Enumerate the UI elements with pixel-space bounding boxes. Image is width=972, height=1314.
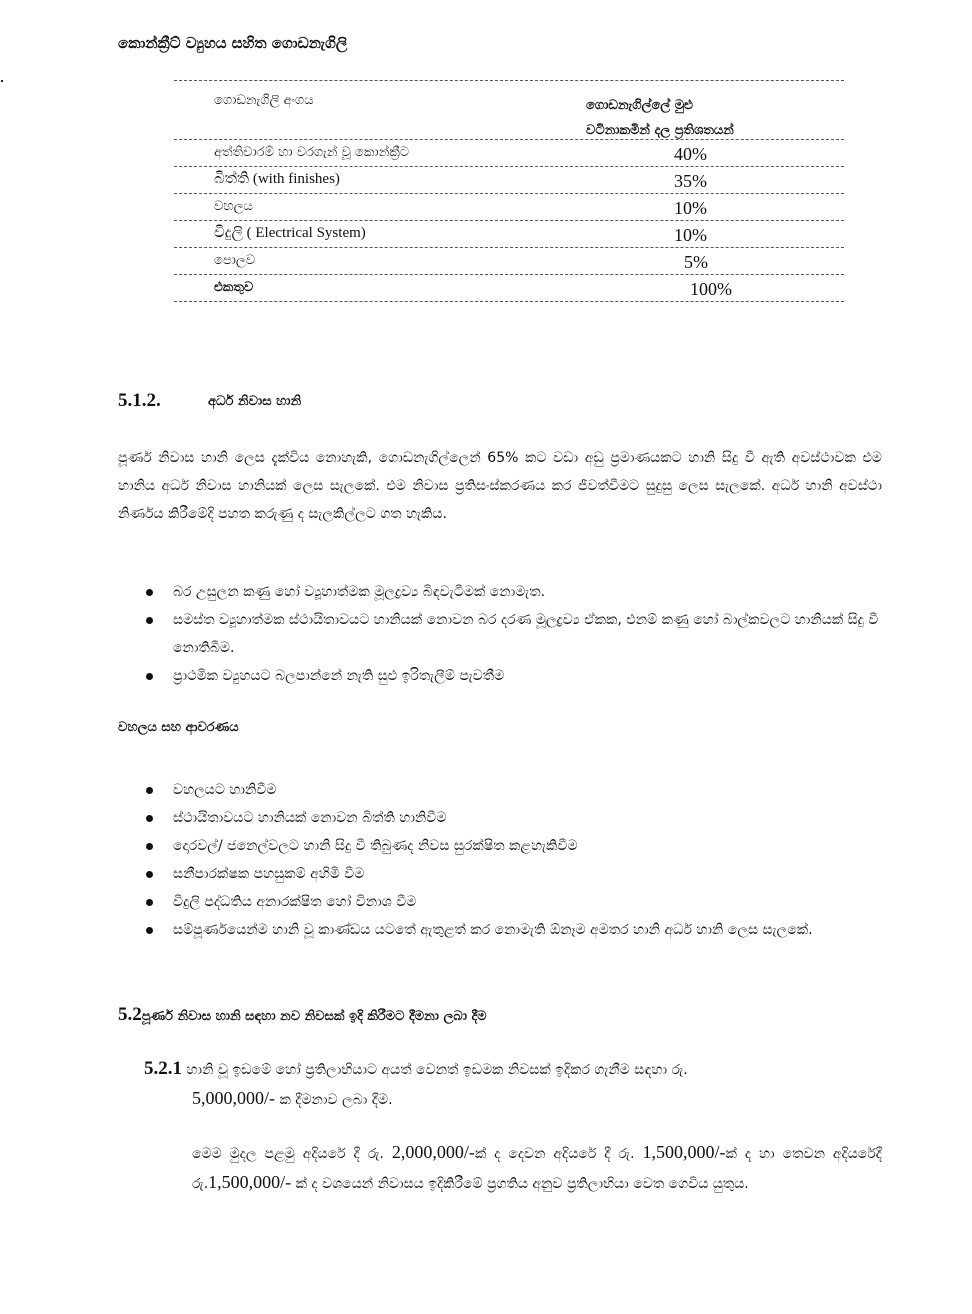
table-row [174, 167, 844, 193]
list-item-text: වහලයට හානිවීම [173, 782, 277, 798]
list-item [140, 662, 885, 690]
row-percent: 10% [674, 198, 707, 218]
list-item [140, 578, 885, 606]
sub-heading: වහලය සහ ආවරණය [118, 720, 239, 735]
bullet-icon [146, 787, 153, 794]
row-percent: 40% [674, 144, 707, 164]
payment-text: ක් ද හා තෙවන අදියරේදී රු. [192, 1146, 882, 1192]
payment-text: මෙම මුදල පළමු අදියරේ දී රු. [192, 1146, 384, 1162]
row-component: අත්තිවාරම් හා වරගැන් වූ කොන්ක්‍රීට [214, 145, 410, 160]
list-item-text: ප්‍රාථමික ව්‍යුහයට බලපාන්නේ නැති සුළු ඉරිතැලීම් පැවතීම [173, 668, 505, 684]
header-value-line1: ගොඩනැගිල්ලේ මුළු [586, 98, 693, 113]
list-item-text: සම්පූර්ණයෙන්ම හානි වූ කාණ්ඩය යටතේ ඇතුළත් කර නොමැති ඕනෑම අමතර හානි අර්ධ හානි ලෙස සැලකේ. [173, 922, 813, 938]
table-header [174, 81, 844, 139]
table-row [174, 194, 844, 220]
row-component: වහලය [214, 199, 253, 214]
section-title: අර්ධ නිවාස හානි [208, 394, 302, 409]
list-item [140, 860, 885, 888]
payment-amount: 2,000,000/- [391, 1142, 475, 1162]
bullet-icon [146, 843, 153, 850]
row-component: විදුලි ( Electrical System) [214, 225, 366, 241]
row-percent: 5% [684, 252, 708, 272]
list-item-text: සනීපාරක්ෂක පහසුකම් අහිමි වීම [173, 866, 365, 882]
bullet-icon [146, 617, 153, 624]
header-value [586, 93, 734, 143]
page-title: කොන්ක්‍රීට් ව්‍යුහය සහිත ගොඩනැගිලි [118, 34, 348, 52]
list-item [140, 804, 885, 832]
subsection-number: 5.2.1 [144, 1058, 182, 1079]
list-item [140, 606, 885, 662]
amount-text: ක දීමනාව ලබා දීම. [279, 1092, 393, 1108]
bullet-icon [146, 871, 153, 878]
payment-paragraph [192, 1138, 882, 1198]
header-value-line2: වටිනාකමින් දල ප්‍රතිශතයන් [586, 123, 734, 138]
damage-criteria-list [140, 578, 885, 690]
list-item-text: බර උසුලන කණු හෝ ව්‍යූහාත්මක මූලද්‍රව්‍ය බිඳවැටීමක් නොමැත. [173, 584, 546, 600]
grant-amount: 5,000,000/- [192, 1088, 275, 1108]
amount-line [144, 1084, 889, 1114]
list-item-text: ස්ථායිතාවයට හානියක් නොවන බිත්ති හානිවීම [173, 810, 447, 826]
section-heading [118, 1004, 487, 1026]
payment-text: ක් ද දෙවන අදියරේ දී රු. [474, 1146, 635, 1162]
bullet-icon [146, 899, 153, 906]
list-item-text: සමස්ත ව්‍යූහාත්මක ස්ථායිතාවයට හානියක් නොවන බර දරණ මූලද්‍රව්‍ය ඒකක, එනම් කණු හෝ බාල්කවලට හානියක් සිදු වී නොතිබීම. [173, 612, 879, 656]
row-component: බිත්ති (with finishes) [214, 171, 340, 187]
subsection-text: හානි වූ ඉඩමේ හෝ ප්‍රතිලාභියාට අයත් වෙනත් ඉඩමක නිවසක් ඉදිකර ගැනීම සඳහා රු. [186, 1062, 688, 1078]
cost-distribution-table [174, 80, 844, 302]
table-row [174, 248, 844, 274]
list-item-text: දොරවල්/ ජනෙල්වලට හානි සිදු වී තිබුණද නිවස සුරක්ෂිත කළහැකිවීම [173, 838, 578, 854]
list-item [140, 776, 885, 804]
list-item [140, 888, 885, 916]
section-paragraph: පූර්ණ නිවාස හානි ලෙස දැක්විය නොහැකි, ගොඩනැගිල්ලෙන් 65% කට වඩා අඩු ප්‍රමාණයකට හානි සිදු වී ඇති අවස්ථාවක එම හානිය අර්ධ නිවාස හානියක් ලෙස සැලකේ. එම නිවාස ප්‍රතිසංස්කරණය කර ජීවත්වීමට සුදුසු ලෙස සැලකේ. අර්ධ හානි අවස්ථා නිර්ණය කිරීමේදි පහත කරුණු ද සැලකිල්ලට ගත හැකිය. [118, 450, 882, 522]
roof-criteria-list [140, 776, 885, 944]
row-percent: 35% [674, 171, 707, 191]
bullet-icon [146, 815, 153, 822]
scan-speck [1, 80, 3, 82]
bullet-icon [146, 589, 153, 596]
total-percent: 100% [690, 279, 732, 299]
header-component: ගොඩනැගිලි අංගය [214, 93, 314, 108]
table-row [174, 221, 844, 247]
subsection [144, 1055, 889, 1114]
table-rule [174, 301, 844, 302]
list-item [140, 832, 885, 860]
section-title: පූර්ණ නිවාස හානි සඳහා නව නිවසක් ඉදි කිරීමට දීමනා ලබා දීම [141, 1009, 487, 1024]
table-row [174, 140, 844, 166]
bullet-icon [146, 927, 153, 934]
payment-text: ක් ද වශයෙන් නිවාසය ඉදිකිරීමේ ප්‍රගතිය අනුව ප්‍රතිලාභියා වෙත ගෙවිය යුතුය. [291, 1176, 749, 1192]
table-total-row [174, 275, 844, 301]
list-item [140, 916, 885, 944]
row-percent: 10% [674, 225, 707, 245]
row-component: පොලව [214, 253, 256, 268]
list-item-text: විදුලි පද්ධතිය අනාරක්ෂිත හෝ විනාශ වීම [173, 894, 417, 910]
section-number: 5.1.2. [118, 390, 161, 411]
payment-amount: 1,500,000/- [642, 1142, 726, 1162]
section-number: 5.2 [118, 1004, 142, 1025]
total-label: එකතුව [214, 280, 254, 295]
payment-amount: 1,500,000/- [208, 1172, 292, 1192]
bullet-icon [146, 673, 153, 680]
